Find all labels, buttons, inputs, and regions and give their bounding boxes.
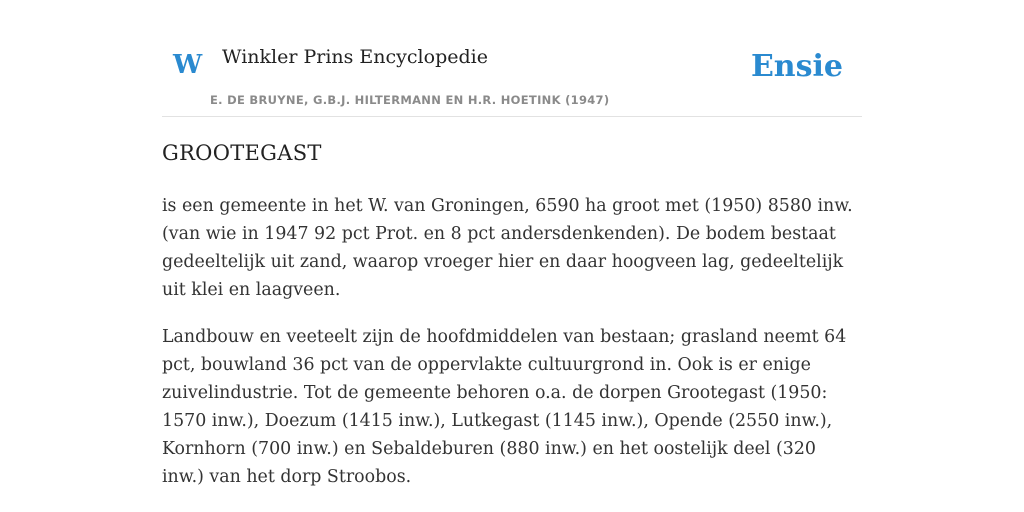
article-paragraph-2: Landbouw en veeteelt zijn de hoofdmiddelen van bestaan; grasland neemt 64 pct, bouwland 36 pct van de oppervlakte cultuurgrond in. Ook is er enige zuivelindustrie. Tot de gemeente behoren o.a. de dorpen Grootegast (1950: 1570 inw.), Doezum (1415 inw.), Lutkegast (1145 inw.), Opende (2550 inw.), Kornhorn (700 inw.) en Sebaldeburen (880 inw.) en het oostelijk deel (320 inw.) van het dorp Stroobos.: [162, 327, 847, 487]
ensie-logo-link[interactable]: Ensie: [750, 49, 843, 84]
article-paragraph-1: is een gemeente in het W. van Groningen, 6590 ha groot met (1950) 8580 inw. (van wie in 1947 92 pct Prot. en 8 pct andersdenkenden). De bodem bestaat gedeeltelijk uit zand, waarop vroeger hier en daar hoogveen lag, gedeeltelijk uit klei en laagveen.: [162, 196, 853, 300]
page: [162, 0, 862, 487]
article-title: GROOTEGAST: [162, 141, 322, 165]
source-logo[interactable]: W: [173, 50, 203, 80]
source-authors: E. DE BRUYNE, G.B.J. HILTERMANN EN H.R. HOETINK (1947): [210, 93, 610, 107]
article-body: [162, 192, 862, 510]
source-title[interactable]: Winkler Prins Encyclopedie: [222, 46, 488, 68]
source-header: [162, 0, 862, 117]
